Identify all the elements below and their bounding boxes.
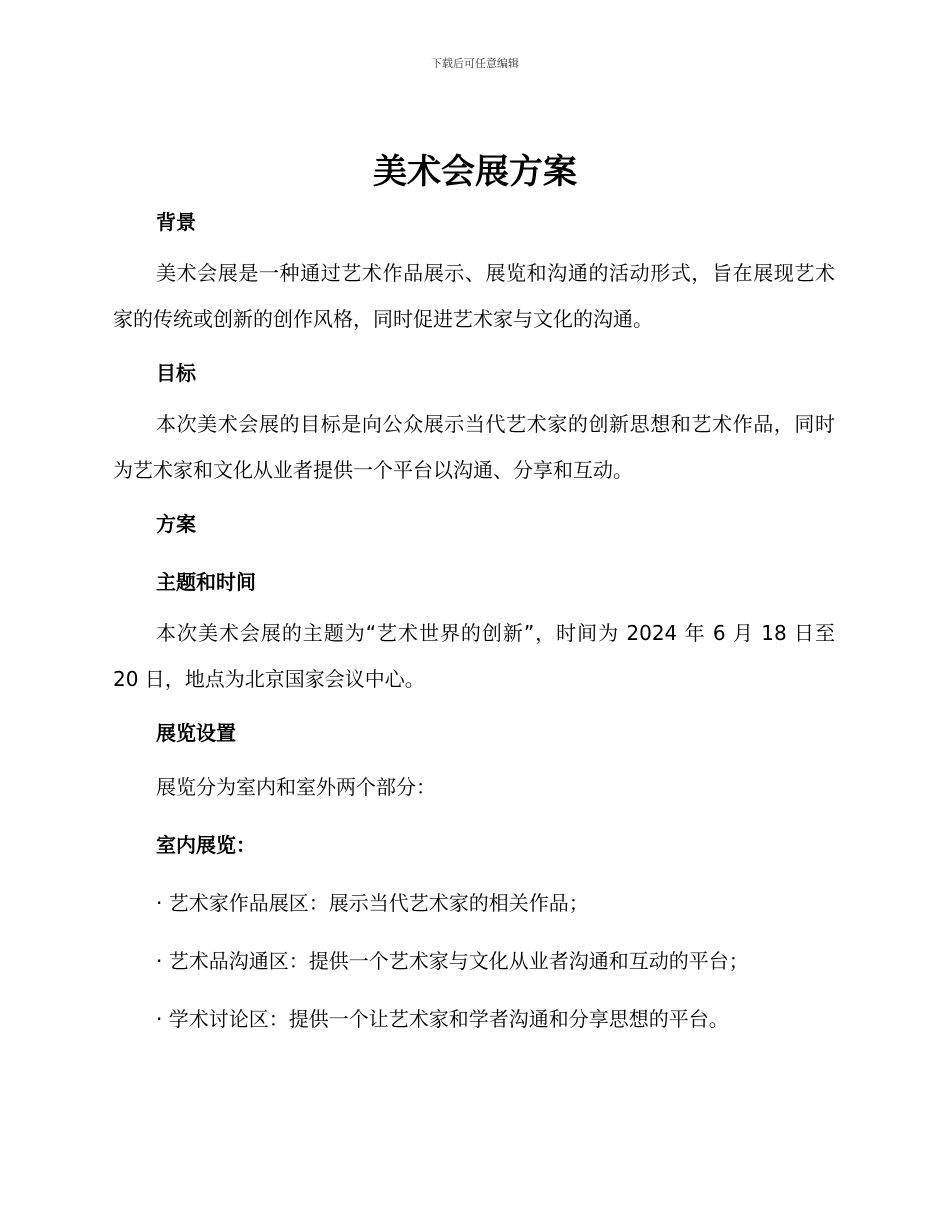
- section-heading-plan: 方案: [156, 512, 196, 536]
- list-item: · 艺术品沟通区：提供一个艺术家与文化从业者沟通和互动的平台；: [156, 949, 749, 973]
- header-note: 下载后可任意编辑: [431, 57, 519, 70]
- section-heading-goal: 目标: [156, 361, 196, 385]
- section-heading-background: 背景: [156, 210, 196, 234]
- paragraph-goal: 本次美术会展的目标是向公众展示当代艺术家的创新思想和艺术作品，同时为艺术家和文化从业者提供一个平台以沟通、分享和互动。: [113, 412, 835, 482]
- section-heading-theme: 主题和时间: [156, 570, 256, 594]
- paragraph-background: 美术会展是一种通过艺术作品展示、展览和沟通的活动形式，旨在展现艺术家的传统或创新的创作风格，同时促进艺术家与文化的沟通。: [113, 261, 835, 331]
- list-item: · 艺术家作品展区：展示当代艺术家的相关作品；: [156, 891, 589, 915]
- section-heading-indoor: 室内展览：: [156, 833, 256, 857]
- list-item: · 学术讨论区：提供一个让艺术家和学者沟通和分享思想的平台。: [156, 1007, 729, 1031]
- paragraph-theme: 本次美术会展的主题为“艺术世界的创新”，时间为 2024 年 6 月 18 日至 20 日，地点为北京国家会议中心。: [113, 621, 835, 691]
- document-body: [113, 206, 835, 1035]
- section-heading-layout: 展览设置: [156, 721, 236, 745]
- page-title: 美术会展方案: [373, 152, 577, 192]
- paragraph-layout: 展览分为室内和室外两个部分：: [156, 775, 436, 799]
